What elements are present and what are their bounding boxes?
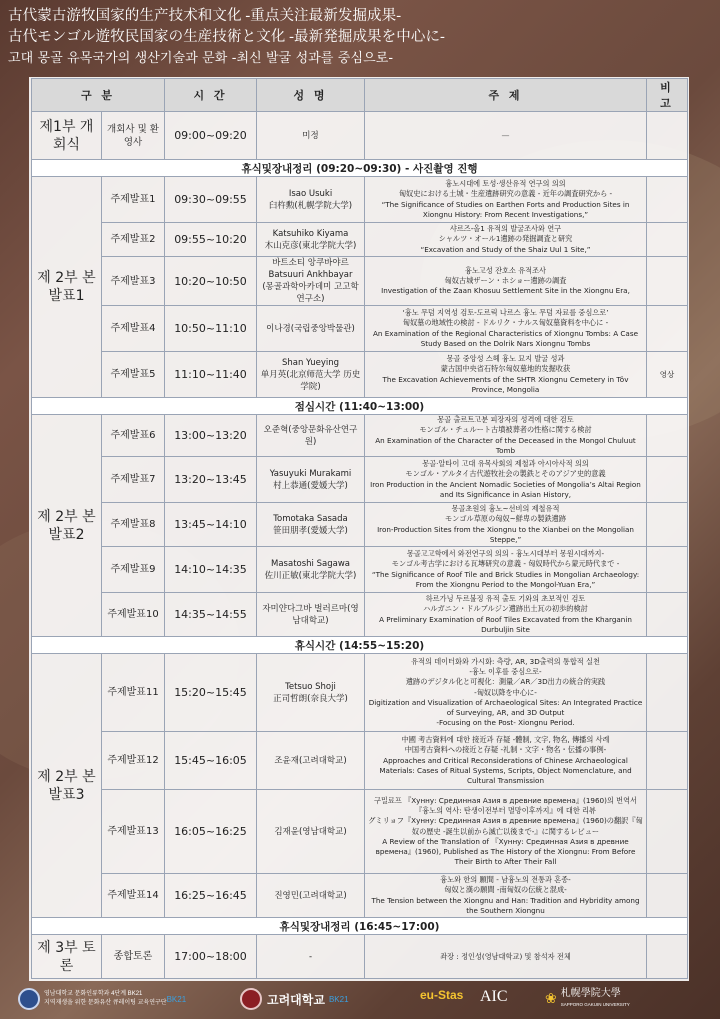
time-cell: 11:10~11:40 bbox=[165, 352, 257, 398]
speaker-cell: Shan Yueying 单月英(北京师范大学 历史学院) bbox=[257, 352, 365, 398]
remarks-cell bbox=[647, 935, 688, 979]
table-row bbox=[32, 935, 688, 979]
col-header-name: 성 명 bbox=[257, 79, 365, 112]
part-label: 제 3부 토론 bbox=[32, 935, 102, 979]
speaker-cell: 바트소티 앙쿠바야르 Batsuuri Ankhbayar (몽골과학아카데미 고고학연구소) bbox=[257, 257, 365, 306]
table-row bbox=[32, 593, 688, 637]
table-row bbox=[32, 654, 688, 732]
table-row bbox=[32, 306, 688, 352]
time-cell: 10:50~11:10 bbox=[165, 306, 257, 352]
topic-cell: 몽골 출르트고분 피장자의 성격에 대한 검토 モンゴル・チュルート古墳被葬者の性格に関する検討 An Examination of the Character of the Deceased in the Mongol Chuluut Tomb bbox=[365, 415, 647, 457]
table-row bbox=[32, 732, 688, 790]
presentation-label: 주제발표3 bbox=[102, 257, 165, 306]
presentation-label: 주제발표6 bbox=[102, 415, 165, 457]
topic-cell: 몽골고고학에서 와전연구의 의의 - 흉노시대부터 몽원시대까지- モンゴル考古学における瓦塼研究の意義 - 匈奴時代から蒙元時代まで - “The Significance of Roof Tile and Brick Studies in Mongolian Archaeology: From the Xiongnu Period to the Mongol-Yuan Era,” bbox=[365, 547, 647, 593]
col-header-topic: 주 제 bbox=[365, 79, 647, 112]
part-label: 제 2부 본발표1 bbox=[32, 177, 102, 398]
speaker-cell: Isao Usuki 臼杵勲(札幌学院大学) bbox=[257, 177, 365, 223]
logo-text: 고려대학교 bbox=[267, 992, 325, 1007]
bk21-badge: BK21 bbox=[166, 994, 187, 1004]
part-label: 제1부 개회식 bbox=[32, 112, 102, 160]
break-row: 휴식및장내정리 (09:20~09:30) - 사진촬영 진행 bbox=[32, 160, 688, 177]
presentation-label: 주제발표1 bbox=[102, 177, 165, 223]
presentation-label: 주제발표4 bbox=[102, 306, 165, 352]
logo-text: eu-Stas bbox=[420, 988, 464, 1002]
time-cell: 09:00~09:20 bbox=[165, 112, 257, 160]
time-cell: 14:35~14:55 bbox=[165, 593, 257, 637]
university-seal-icon bbox=[240, 988, 262, 1010]
time-cell: 17:00~18:00 bbox=[165, 935, 257, 979]
topic-cell: 샤르즈-올1 유적의 발굴조사와 연구 シャルツ・オール1遺跡の発掘調査と研究 “Excavation and Study of the Shaiz Uul 1 Site,” bbox=[365, 223, 647, 257]
table-row bbox=[32, 177, 688, 223]
remarks-cell: 영상 bbox=[647, 352, 688, 398]
speaker-cell: 조윤재(고려대학교) bbox=[257, 732, 365, 790]
presentation-label: 주제발표12 bbox=[102, 732, 165, 790]
korea-univ-logo bbox=[240, 988, 349, 1010]
leaf-icon: ❀ bbox=[545, 990, 557, 1006]
speaker-cell: - bbox=[257, 935, 365, 979]
presentation-label: 주제발표11 bbox=[102, 654, 165, 732]
topic-cell: — bbox=[365, 112, 647, 160]
break-row: 휴식시간 (14:55~15:20) bbox=[32, 637, 688, 654]
topic-cell: 흉노고성 잔호소 유적조사 匈奴古城ザーン・ホショー遺跡の調査 Investigation of the Zaan Khosuu Settlement Site in the Xiongnu Era, bbox=[365, 257, 647, 306]
remarks-cell bbox=[647, 457, 688, 503]
table-row bbox=[32, 257, 688, 306]
presentation-label: 주제발표5 bbox=[102, 352, 165, 398]
table-row bbox=[32, 457, 688, 503]
remarks-cell bbox=[647, 177, 688, 223]
logo-text: 영남대학교 문화인류학과 4단계 BK21 bbox=[44, 991, 143, 997]
sapporo-gakuin-logo bbox=[545, 988, 630, 1009]
speaker-cell: Tetsuo Shoji 正司哲朗(奈良大学) bbox=[257, 654, 365, 732]
remarks-cell bbox=[647, 503, 688, 547]
remarks-cell bbox=[647, 874, 688, 918]
presentation-label: 주제발표13 bbox=[102, 790, 165, 874]
remarks-cell bbox=[647, 654, 688, 732]
title-block bbox=[8, 6, 708, 69]
time-cell: 16:05~16:25 bbox=[165, 790, 257, 874]
break-row: 점심시간 (11:40~13:00) bbox=[32, 398, 688, 415]
remarks-cell bbox=[647, 415, 688, 457]
title-chinese: 古代蒙古游牧国家的生产技术和文化 -重点关注最新发掘成果- bbox=[8, 8, 402, 24]
topic-cell: 하르가닝 두르불징 유적 출토 기와의 초보적인 검토 ハルガニン・ドルブルジン遺跡出土瓦の初歩的検討 A Preliminary Examination of Roof Tiles Excavated from the Kharganin Durbuljin Site bbox=[365, 593, 647, 637]
table-row bbox=[32, 790, 688, 874]
time-cell: 14:10~14:35 bbox=[165, 547, 257, 593]
topic-cell: 中國 考古資料에 대한 接近과 存疑 -體制, 文字, 物名, 傳播의 사례 中国考古資料への接近と存疑 -礼制・文字・物名・伝播の事例- Approaches and Critical Reconsiderations of Chinese Archaeological Materials: Cases of Ritual Systems, Scripts, Object Nomenclature, and Cultural Transmission bbox=[365, 732, 647, 790]
bk21-badge: BK21 bbox=[328, 994, 349, 1004]
speaker-cell: Yasuyuki Murakami 村上恭通(愛媛大学) bbox=[257, 457, 365, 503]
time-cell: 16:25~16:45 bbox=[165, 874, 257, 918]
presentation-label: 주제발표9 bbox=[102, 547, 165, 593]
break-row: 휴식및장내정리 (16:45~17:00) bbox=[32, 918, 688, 935]
aic-logo bbox=[480, 988, 508, 1006]
speaker-cell: Katsuhiko Kiyama 木山克彦(東北学院大学) bbox=[257, 223, 365, 257]
title-korean: 고대 몽골 유목국가의 생산기술과 문화 -최신 발굴 성과를 중심으로- bbox=[8, 51, 394, 66]
topic-cell: 유적의 데이터화와 가시화: 측량, AR, 3D출력의 통합적 실천 -흉노 이후를 중심으로- 遺跡のデジタル化と可視化：測量／AR／3D出力の統合的実践 -匈奴以降を中心に- Digitization and Visualization of Archaeological Sites: An Integrated Practice of Surveying, AR, and 3D Output -Focusing on the Post- Xiongnu Period. bbox=[365, 654, 647, 732]
time-cell: 13:45~14:10 bbox=[165, 503, 257, 547]
eustas-logo bbox=[420, 988, 463, 1002]
col-header-remarks: 비 고 bbox=[647, 79, 688, 112]
table-row bbox=[32, 352, 688, 398]
speaker-cell: 미정 bbox=[257, 112, 365, 160]
speaker-cell: Tomotaka Sasada 笹田朋孝(愛媛大学) bbox=[257, 503, 365, 547]
topic-cell: 몽골초원의 흉노~선비의 제철유적 モンゴル草原の匈奴~鮮卑の製鉄遺跡 Iron-Production Sites from the Xiongnu to the Xianbei on the Mongolian Steppe,” bbox=[365, 503, 647, 547]
remarks-cell bbox=[647, 112, 688, 160]
topic-cell: 몽골·알타이 고대 유목사회의 제철과 아시아사적 의의 モンゴル・アルタイ古代遊牧社会の製鉄とそのアジア史的意義 Iron Production in the Ancient Nomadic Societies of Mongolia’s Altai Region and Its Significance in Asian History, bbox=[365, 457, 647, 503]
time-cell: 13:00~13:20 bbox=[165, 415, 257, 457]
speaker-cell: 오준혁(중앙문화유산연구원) bbox=[257, 415, 365, 457]
university-seal-icon bbox=[18, 988, 40, 1010]
part-label: 제 2부 본발표2 bbox=[32, 415, 102, 637]
logo-text: 札幌學院大學 bbox=[560, 988, 621, 999]
topic-cell: 흉노시대에 토성·생산유적 연구의 의의 匈奴史における土城・生産遺跡研究の意義 - 近年の調査研究から - “The Significance of Studies on Earthen Forts and Production Sites in Xiongnu History: From Recent Investigations,” bbox=[365, 177, 647, 223]
table-row bbox=[32, 503, 688, 547]
topic-cell: 흉노와 한의 願間 - 남흉노의 전통과 혼종- 匈奴と漢の願間 -南匈奴の伝統と混成- The Tension between the Xiongnu and Han: Tradition and Hybridity among the Southern Xiongnu bbox=[365, 874, 647, 918]
time-cell: 15:45~16:05 bbox=[165, 732, 257, 790]
topic-cell: 몽골 중앙성 스헤 흉노 묘지 발굴 성과 蒙古国中央省石特尔匈奴墓地的发掘收获 The Excavation Achievements of the SHTR Xiongnu Cemetery in Töv Province, Mongolia bbox=[365, 352, 647, 398]
time-cell: 09:55~10:20 bbox=[165, 223, 257, 257]
table-row bbox=[32, 547, 688, 593]
presentation-label: 주제발표2 bbox=[102, 223, 165, 257]
topic-cell: ‘흉노 무덤 지역성 검토-도르릭 나르스 흉노 무덤 자료를 중심으로’ 匈奴墓の地域性の検討 - ドルリク・ナルス匈奴墓資料を中心に - An Examination of the Regional Characteristics of Xiongnu Tombs: A Case Study Based on the Dolrik Nars Xiongnu Tombs bbox=[365, 306, 647, 352]
table-row bbox=[32, 112, 688, 160]
schedule-table bbox=[31, 78, 688, 979]
time-cell: 09:30~09:55 bbox=[165, 177, 257, 223]
col-header-category: 구 분 bbox=[32, 79, 165, 112]
remarks-cell bbox=[647, 306, 688, 352]
sponsor-footer bbox=[0, 982, 720, 1019]
presentation-label: 종합토론 bbox=[102, 935, 165, 979]
remarks-cell bbox=[647, 790, 688, 874]
speaker-cell: 이나경(국립중앙박물관) bbox=[257, 306, 365, 352]
speaker-cell: Masatoshi Sagawa 佐川正敏(東北学院大学) bbox=[257, 547, 365, 593]
table-header-row bbox=[32, 79, 688, 112]
table-row bbox=[32, 223, 688, 257]
time-cell: 13:20~13:45 bbox=[165, 457, 257, 503]
presentation-label: 주제발표8 bbox=[102, 503, 165, 547]
topic-cell: 구밀료프 『Хунну: Срединная Азия в древние времена』(1960)의 번역서 『흉노의 역사: 탄생이전부터 멸망이후까지』에 대한 리뷰 グミリョフ『Хунну: Срединная Азия в древние времена』(1960)の翻訳『匈奴の歴史 -誕生以前から滅亡以後まで-』に関するレビュー A Review of the Translation of 『Хунну: Срединная Азия в древние времена』(1960), Published as The History of the Xiongnu: From Before Their Birth to After Their Fall bbox=[365, 790, 647, 874]
remarks-cell bbox=[647, 593, 688, 637]
speaker-cell: 김재윤(영남대학교) bbox=[257, 790, 365, 874]
remarks-cell bbox=[647, 223, 688, 257]
yeungnam-logo bbox=[18, 988, 186, 1010]
speaker-cell: 자미얀다그바 벌러르마(영남대학교) bbox=[257, 593, 365, 637]
part-label: 제 2부 본발표3 bbox=[32, 654, 102, 918]
logo-text: AIC bbox=[480, 988, 508, 1005]
time-cell: 10:20~10:50 bbox=[165, 257, 257, 306]
speaker-cell: 진영민(고려대학교) bbox=[257, 874, 365, 918]
logo-subtext: 지역재생을 위한 문화유산 큐레이팅 교육연구단 bbox=[44, 1000, 167, 1006]
time-cell: 15:20~15:45 bbox=[165, 654, 257, 732]
table-row bbox=[32, 415, 688, 457]
presentation-label: 주제발표10 bbox=[102, 593, 165, 637]
col-header-time: 시 간 bbox=[165, 79, 257, 112]
presentation-label: 주제발표7 bbox=[102, 457, 165, 503]
presentation-label: 주제발표14 bbox=[102, 874, 165, 918]
logo-subtext: SAPPORO GAKUIN UNIVERSITY bbox=[560, 1002, 630, 1007]
remarks-cell bbox=[647, 257, 688, 306]
remarks-cell bbox=[647, 732, 688, 790]
remarks-cell bbox=[647, 547, 688, 593]
topic-cell: 좌장 : 정인성(영남대학교) 및 참석자 전체 bbox=[365, 935, 647, 979]
category-label: 개회사 및 환영사 bbox=[102, 112, 165, 160]
title-japanese: 古代モンゴル遊牧民国家の生産技術と文化 -最新発掘成果を中心に- bbox=[8, 29, 445, 45]
table-row bbox=[32, 874, 688, 918]
